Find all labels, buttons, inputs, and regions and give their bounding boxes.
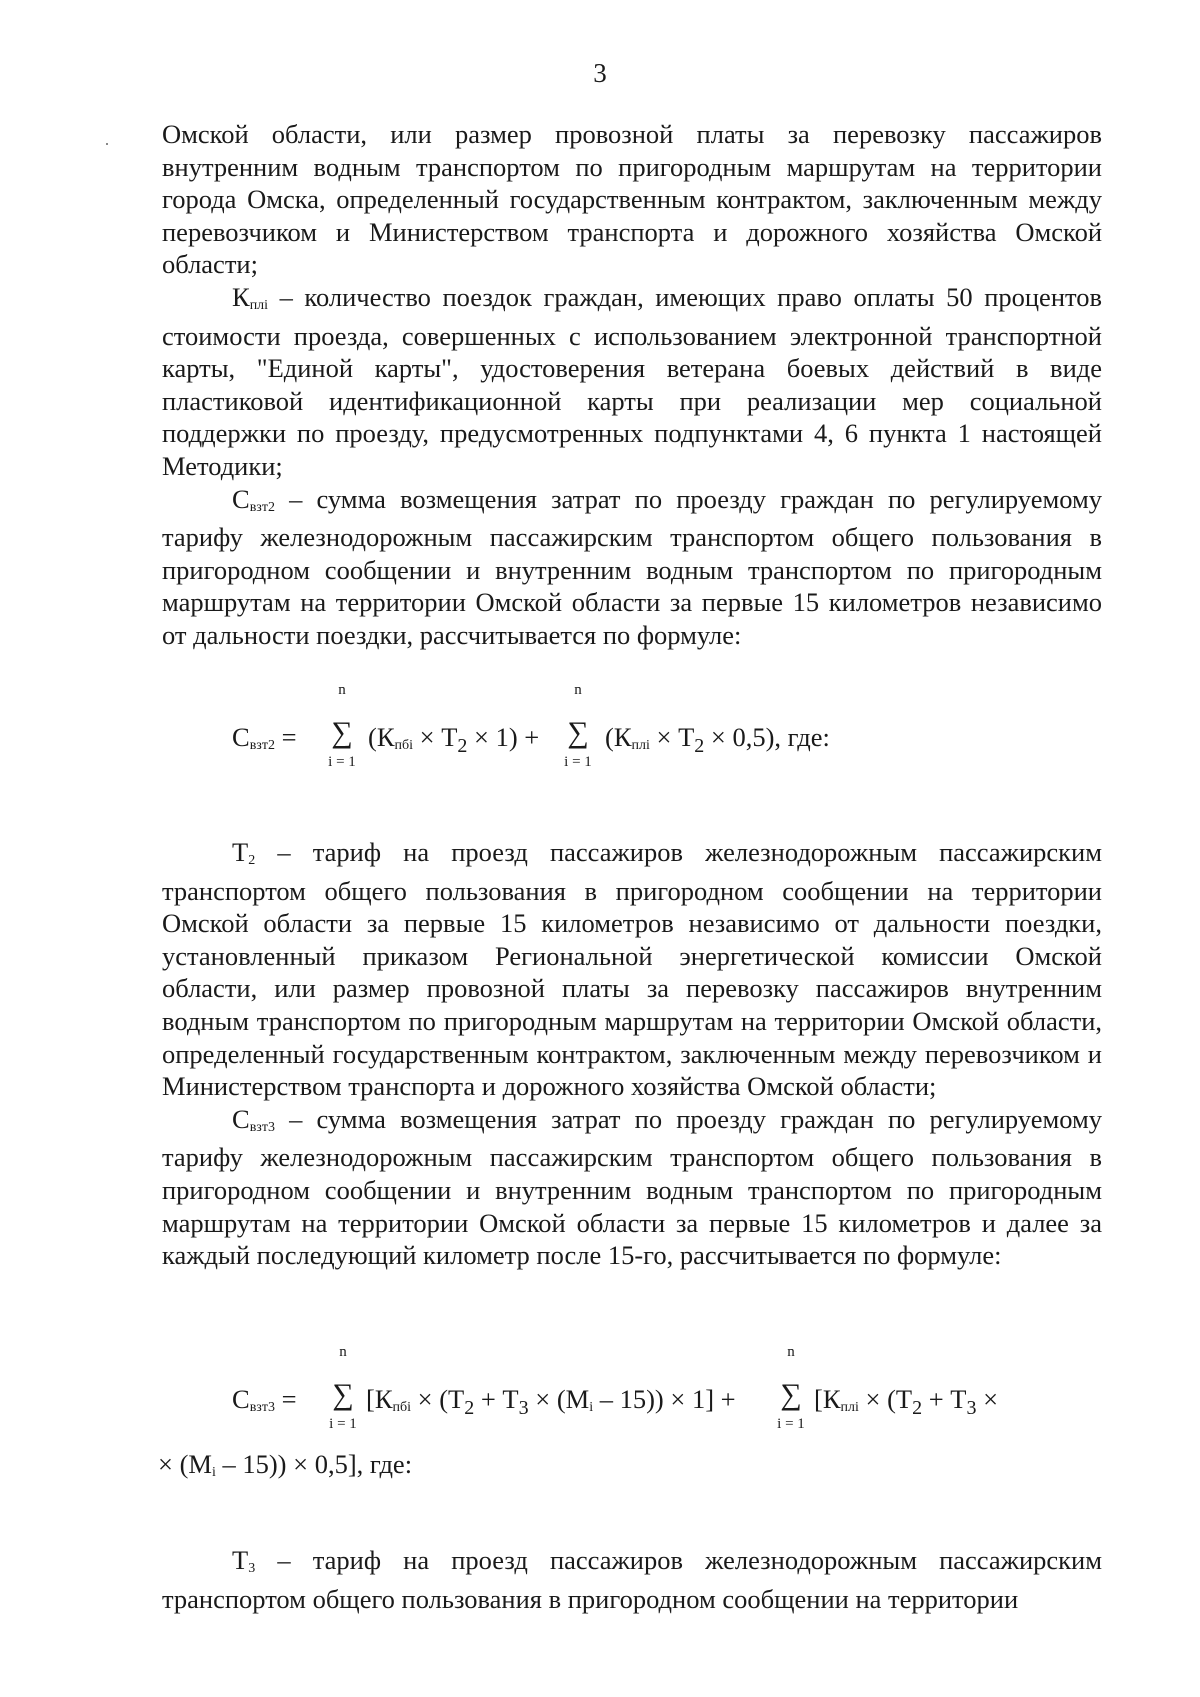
paragraph-c-vzt3-definition: Свзт3 – сумма возмещения затрат по проезду граждан по регулируемому тарифу железнодорожным пассажирским транспортом общего пользования в пригородном сообщении и внутренним водным транспортом по пригородным маршрутам на территории Омской области за первые 15 километров и далее за каждый последующий километр после 15-го, рассчитывается по формуле: xyxy=(162,1103,1102,1271)
text-block-2 xyxy=(162,836,1102,1272)
paragraph-k-pli-definition: Кплі – количество поездок граждан, имеющих право оплаты 50 процентов стоимости проезда, совершенных с использованием электронной транспортной карты, "Единой карты", удостоверения ветерана боевых действий в виде пластиковой идентификационной карты при реализации мер социальной поддержки по проезду, предусмотренных подпунктами 4, 6 пункта 1 настоящей Методики; xyxy=(162,281,1102,481)
symbol-c-vzt2: Свзт2 xyxy=(232,483,275,515)
paragraph-c-vzt2-definition: Свзт2 – сумма возмещения затрат по проезду граждан по регулируемому тарифу железнодорожным пассажирским транспортом общего пользования в пригородном сообщении и внутренним водным транспортом по пригородным маршрутам на территории Омской области за первые 15 километров независимо от дальности поездки, рассчитывается по формуле: xyxy=(162,483,1102,650)
formula-c-vzt3-continuation: × (Мi – 15)) × 0,5], где: xyxy=(158,1449,413,1480)
paragraph-continuation: Омской области, или размер провозной платы за перевозку пассажиров внутренним водным транспортом по пригородным маршрутам на территории города Омска, определенный государственным контрактом, заключенным между перевозчиком и Министерством транспорта и дорожного хозяйства Омской области; xyxy=(162,119,1102,280)
paragraph-t3-definition: Т3 – тариф на проезд пассажиров железнодорожным пассажирским транспортом общего пользования в пригородном сообщении на территории xyxy=(162,1545,1102,1614)
formula-term-1: [Кпбі × $(Т_2 + Т_3 \times (Мi - 15)) \times 1$] + xyxy=(366,1384,736,1419)
formula-c-vzt3: Свзт3 = n ∑ i = 1 [Кпбі × $(Т_2 + Т_3 \times (Мi - 15)) \times 1$] + n ∑ i = 1 [Кплі × ($Т_2 + Т_3$ × xyxy=(232,1344,999,1432)
formula-c-vzt2: Свзт2 = n ∑ i = 1 (Кпбі × $Т_2 \times 1$) + n ∑ i = 1 (Кплі × $Т_2 \times 0,5$), где: xyxy=(232,682,830,770)
scan-speck xyxy=(106,143,108,145)
symbol-t2: Т2 xyxy=(232,837,256,868)
formula-term-1: (Кпбі × $Т_2 \times 1$) + xyxy=(368,722,540,757)
text-block-1 xyxy=(162,118,1102,652)
symbol-t3: Т3 xyxy=(232,1545,256,1576)
formula-term-2: (Кплі × $Т_2 \times 0,5$), где: xyxy=(605,722,830,757)
page-number: 3 xyxy=(593,58,607,88)
symbol-c-vzt3: Свзт3 xyxy=(232,1103,275,1135)
formula-lhs: Свзт3 = xyxy=(232,1384,297,1415)
text-block-3 xyxy=(162,1544,1102,1615)
paragraph-t2-definition: Т2 – тариф на проезд пассажиров железнодорожным пассажирским транспортом общего пользования в пригородном сообщении на территории Омской области за первые 15 километров независимо от дальности поездки, установленный приказом Региональной энергетической комиссии Омской области, или размер провозной платы за перевозку пассажиров внутренним водным транспортом по пригородным маршрутам на территории Омской области, определенный государственным контрактом, заключенным между перевозчиком и Министерством транспорта и дорожного хозяйства Омской области; xyxy=(162,837,1102,1102)
symbol-k-pli: Кплі xyxy=(232,281,269,313)
formula-term-2: [Кплі × ($Т_2 + Т_3$ × xyxy=(814,1384,999,1419)
formula-lhs: Свзт2 = xyxy=(232,722,297,753)
